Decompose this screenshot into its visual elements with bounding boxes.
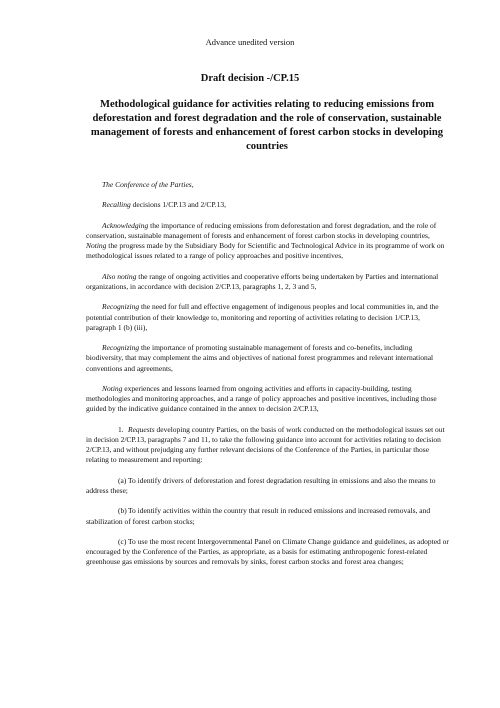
subparagraph-label: (c) — [118, 536, 127, 546]
subparagraph-text: To use the most recent Intergovernmental Panel on Climate Change guidance and guidelines, as adopted or encouraged by the Conference of the Parties, as appropriate, as a basis for estimating anthropogenic forest-related greenhouse gas emissions by sources and removals by sinks, forest carbon stocks and forest area changes; — [86, 536, 449, 567]
paragraph-noting — [86, 384, 449, 415]
paragraph-text: the need for full and effective engagement of indigenous peoples and local communities in, and the potential contribution of their knowledge to, monitoring and reporting of activities relating to decision 1/CP.13, paragraph 1 (b) (iii), — [86, 302, 439, 332]
paragraph-lead: Recalling — [102, 200, 131, 210]
page-header: Advance unedited version — [205, 37, 295, 47]
preamble-lead: The Conference of the Parties, — [102, 180, 194, 189]
paragraph-lead-2: Noting — [86, 241, 107, 251]
paragraph-also-noting — [86, 272, 449, 292]
paragraph-lead: Requests — [128, 424, 155, 434]
subparagraph-c — [86, 537, 449, 568]
paragraph-lead: Noting — [102, 383, 123, 393]
subparagraph-text: To identify activities within the country that result in reduced emissions and increased removals, and stabilization of forest carbon stocks; — [86, 506, 431, 526]
paragraph-number: 1. — [118, 424, 124, 434]
paragraph-text: the importance of promoting sustainable management of forests and co-benefits, including biodiversity, that may complement the aims and objectives of national forest programmes and relevant international conventions and agreements, — [86, 343, 434, 373]
paragraph-recognizing-2 — [86, 343, 449, 374]
paragraph-text: the importance of reducing emissions from deforestation and forest degradation, and the role of conservation, sustainable management of forests and enhancement of forest carbon stocks in developing countries, — [86, 220, 437, 240]
paragraph-lead: Also noting — [102, 271, 137, 281]
decision-subtitle: Methodological guidance for activities relating to reducing emissions from deforestation and forest degradation and the role of conservation, sustainable management of forests and enhancement of forest carbon stocks in developing countries — [90, 99, 444, 152]
document-body — [86, 180, 449, 578]
paragraph-recalling — [86, 200, 449, 210]
paragraph-requests — [86, 425, 449, 466]
paragraph-preamble — [86, 180, 449, 190]
paragraph-lead: Recognizing — [102, 343, 140, 353]
paragraph-text: decisions 1/CP.13 and 2/CP.13, — [130, 200, 226, 210]
paragraph-recognizing-1 — [86, 302, 449, 333]
paragraph-lead: Recognizing — [102, 302, 140, 312]
paragraph-acknowledging — [86, 221, 449, 262]
paragraph-text: experiences and lessons learned from ongoing activities and efforts in capacity-building, testing methodologies and monitoring approaches, and a range of policy approaches and positive incentives, including those guided by the indicative guidance contained in the annex to decision 2/CP.13, — [86, 383, 437, 414]
paragraph-text-2: the progress made by the Subsidiary Body for Scientific and Technological Advice in its programme of work on methodological issues related to a range of policy approaches and positive incentives, — [86, 241, 445, 261]
decision-title: Draft decision -/CP.15 — [200, 73, 300, 84]
paragraph-text: the range of ongoing activities and cooperative efforts being undertaken by Parties and international organizations, in accordance with decision 2/CP.13, paragraphs 1, 2, 3 and 5, — [86, 271, 439, 291]
subparagraph-text: To identify drivers of deforestation and forest degradation resulting in emissions and also the means to address these; — [86, 475, 436, 495]
subparagraph-label: (a) — [118, 475, 127, 485]
subparagraph-label: (b) — [118, 506, 127, 516]
subparagraph-a — [86, 476, 449, 496]
subparagraph-b — [86, 506, 449, 526]
paragraph-text: developing country Parties, on the basis of work conducted on the methodological issues set out in decision 2/CP.13, paragraphs 7 and 11, to take the following guidance into account for activities relating to decision 2/CP.13, and without prejudging any further relevant decisions of the Conference of the Parties, in particular those relating to measurement and reporting: — [86, 424, 445, 465]
paragraph-lead: Acknowledging — [102, 220, 149, 230]
